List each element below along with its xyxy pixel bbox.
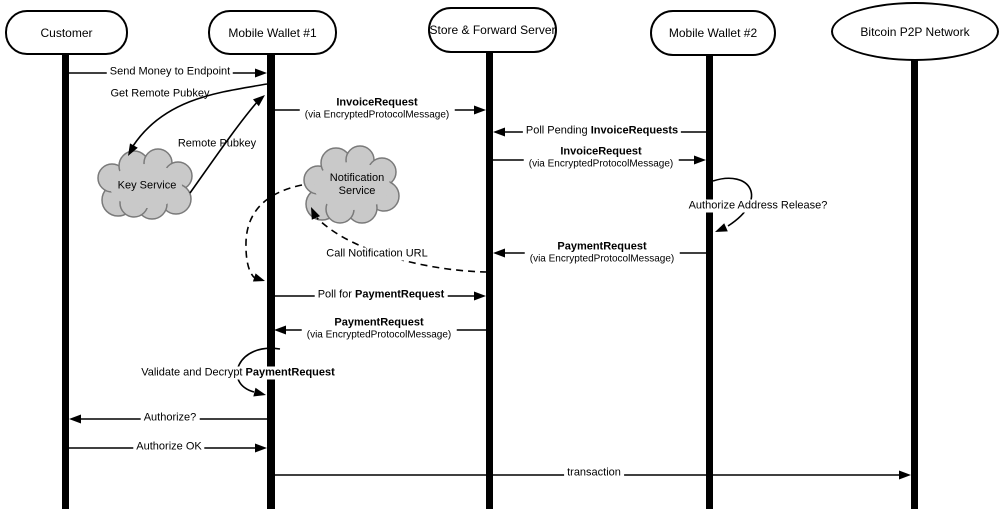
invoice-request-2-label: InvoiceRequest (via EncryptedProtocolMessage): [524, 145, 679, 172]
actor-mobile-wallet-2: Mobile Wallet #2: [650, 10, 776, 56]
notification-service-label: Notification Service: [329, 172, 385, 197]
actor-customer: Customer: [5, 10, 128, 55]
wallet1-lifeline: [267, 54, 275, 509]
authorize-address-release-label: Authorize Address Release?: [686, 200, 831, 213]
validate-decrypt-label: Validate and Decrypt PaymentRequest: [138, 367, 338, 380]
authorize-ok-label: Authorize OK: [133, 441, 204, 454]
actor-store-forward-server: Store & Forward Server: [428, 7, 557, 53]
invoice-request-1-label: InvoiceRequest (via EncryptedProtocolMessage): [300, 96, 455, 123]
authorize-question-label: Authorize?: [141, 412, 200, 425]
actor-mobile-wallet-1: Mobile Wallet #1: [208, 10, 337, 55]
transaction-label: transaction: [564, 467, 624, 480]
call-notification-url-label: Call Notification URL: [323, 248, 430, 261]
wallet2-lifeline: [706, 55, 713, 509]
send-money-label: Send Money to Endpoint: [107, 66, 233, 79]
bitcoin-lifeline: [911, 60, 918, 509]
poll-payment-label: Poll for PaymentRequest: [315, 289, 448, 302]
payment-request-1-label: PaymentRequest (via EncryptedProtocolMessage): [525, 240, 680, 267]
server-lifeline: [486, 52, 493, 509]
get-remote-pubkey-label: Get Remote Pubkey: [110, 87, 210, 100]
remote-pubkey-label: Remote Pubkey: [177, 137, 257, 150]
actor-bitcoin-p2p-network: Bitcoin P2P Network: [831, 2, 999, 61]
customer-lifeline: [62, 53, 69, 509]
payment-request-2-label: PaymentRequest (via EncryptedProtocolMessage): [302, 316, 457, 343]
key-service-label: Key Service: [117, 179, 177, 192]
poll-pending-label: Poll Pending InvoiceRequests: [523, 125, 681, 138]
